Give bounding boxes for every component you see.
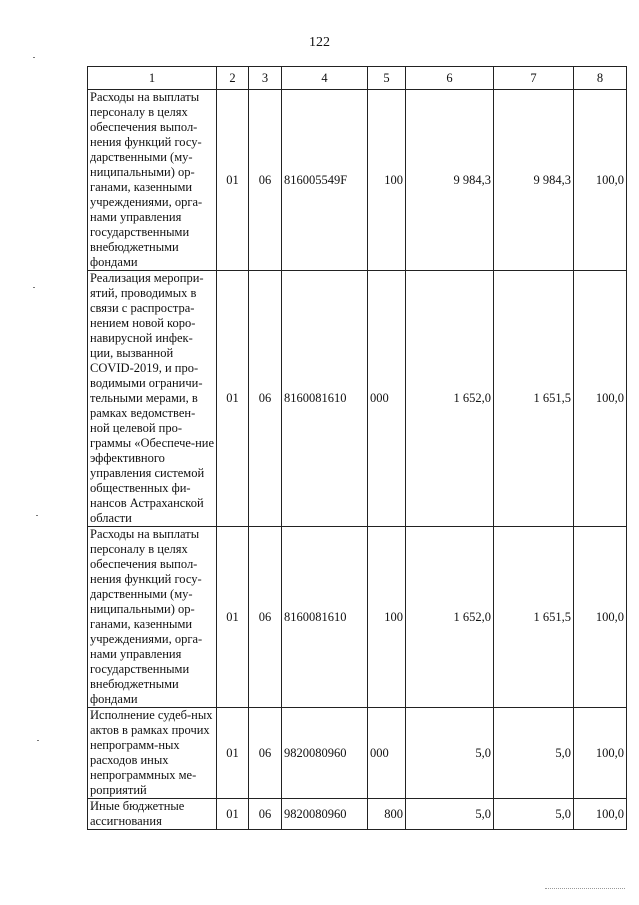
row-name: Иные бюджетные ассигнования: [88, 799, 217, 830]
row-name: Расходы на выплаты персоналу в целях обеспечения выпол-нения функций госу-дарственными (му-ниципальными) ор-ганами, казенными учреждениями, орга-нами управления государственными внебюджетными фондами: [88, 90, 217, 271]
row-expense-type: 100: [368, 90, 406, 271]
table-row: [88, 271, 627, 527]
budget-table: [87, 66, 627, 830]
row-target-article: 8160081610: [282, 527, 368, 708]
row-planned-amount: 5,0: [406, 708, 494, 799]
row-target-article: 9820080960: [282, 799, 368, 830]
row-name: Исполнение судеб-ных актов в рамках прочих непрограмм-ных расходов иных непрограммных ме-роприятий: [88, 708, 217, 799]
row-expense-type: 000: [368, 271, 406, 527]
col-header-2: 2: [217, 67, 249, 90]
row-subsection-code: 06: [249, 527, 282, 708]
row-section-code: 01: [217, 271, 249, 527]
row-section-code: 01: [217, 708, 249, 799]
row-subsection-code: 06: [249, 799, 282, 830]
row-executed-amount: 1 651,5: [494, 527, 574, 708]
row-section-code: 01: [217, 527, 249, 708]
row-target-article: 9820080960: [282, 708, 368, 799]
col-header-5: 5: [368, 67, 406, 90]
row-executed-amount: 5,0: [494, 708, 574, 799]
header-row: [88, 67, 627, 90]
col-header-3: 3: [249, 67, 282, 90]
table-row: [88, 527, 627, 708]
row-subsection-code: 06: [249, 708, 282, 799]
row-planned-amount: 1 652,0: [406, 527, 494, 708]
row-executed-amount: 9 984,3: [494, 90, 574, 271]
table-row: [88, 708, 627, 799]
row-expense-type: 800: [368, 799, 406, 830]
scan-speck: [36, 515, 38, 516]
col-header-1: 1: [88, 67, 217, 90]
scan-speck: [37, 740, 39, 741]
row-expense-type: 000: [368, 708, 406, 799]
col-header-7: 7: [494, 67, 574, 90]
page-number: 122: [309, 35, 330, 50]
row-execution-percent: 100,0: [574, 90, 627, 271]
row-subsection-code: 06: [249, 271, 282, 527]
row-name: Реализация меропри-ятий, проводимых в связи с распростра-нением новой коро-навирусной инфек-ции, вызванной COVID-2019, и про-водимыми ограничи-тельными мерами, в рамках ведомствен-ной целевой про-граммы «Обеспече-ние эффективного управления системой общественных фи-нансов Астраханской области: [88, 271, 217, 527]
row-expense-type: 100: [368, 527, 406, 708]
row-subsection-code: 06: [249, 90, 282, 271]
row-planned-amount: 9 984,3: [406, 90, 494, 271]
row-section-code: 01: [217, 799, 249, 830]
table-row: [88, 90, 627, 271]
row-execution-percent: 100,0: [574, 708, 627, 799]
row-executed-amount: 1 651,5: [494, 271, 574, 527]
scan-speck: [33, 287, 35, 288]
row-execution-percent: 100,0: [574, 271, 627, 527]
table-row: [88, 799, 627, 830]
col-header-4: 4: [282, 67, 368, 90]
col-header-8: 8: [574, 67, 627, 90]
row-section-code: 01: [217, 90, 249, 271]
scan-edge-mark: [545, 888, 625, 890]
row-execution-percent: 100,0: [574, 799, 627, 830]
row-target-article: 816005549F: [282, 90, 368, 271]
row-planned-amount: 1 652,0: [406, 271, 494, 527]
col-header-6: 6: [406, 67, 494, 90]
scan-speck: [33, 57, 35, 58]
row-target-article: 8160081610: [282, 271, 368, 527]
row-executed-amount: 5,0: [494, 799, 574, 830]
row-name: Расходы на выплаты персоналу в целях обеспечения выпол-нения функций госу-дарственными (му-ниципальными) ор-ганами, казенными учреждениями, орга-нами управления государственными внебюджетными фондами: [88, 527, 217, 708]
row-execution-percent: 100,0: [574, 527, 627, 708]
row-planned-amount: 5,0: [406, 799, 494, 830]
